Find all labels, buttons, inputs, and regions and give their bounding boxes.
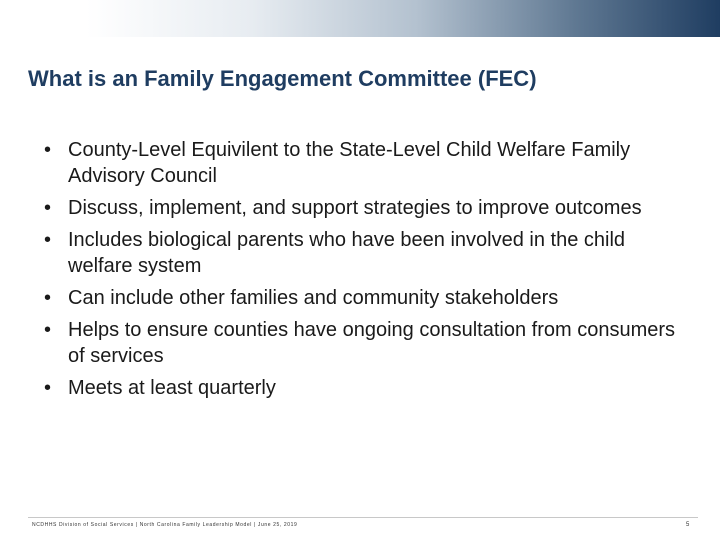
bullet-dot-icon: •: [44, 139, 52, 161]
bullet-item: [44, 137, 684, 189]
footer-text: NCDHHS Division of Social Services | North Carolina Family Leadership Model | June 25, 2019: [32, 522, 298, 528]
bullet-text: Includes biological parents who have been involved in the child welfare system: [68, 229, 626, 277]
bullet-item: [44, 227, 684, 279]
page-number: 5: [686, 522, 690, 528]
bullet-item: [44, 375, 684, 401]
footer-divider: [28, 517, 698, 518]
bullet-list: [44, 137, 684, 407]
bullet-dot-icon: •: [44, 197, 52, 219]
bullet-dot-icon: •: [44, 229, 52, 251]
bullet-dot-icon: •: [44, 287, 52, 309]
bullet-dot-icon: •: [44, 319, 52, 341]
bullet-item: [44, 317, 684, 369]
bullet-text: Helps to ensure counties have ongoing consultation from consumers of services: [68, 319, 676, 367]
bullet-text: Discuss, implement, and support strategies to improve outcomes: [68, 197, 642, 219]
bullet-text: County-Level Equivilent to the State-Level Child Welfare Family Advisory Council: [68, 139, 631, 187]
bullet-text: Can include other families and community stakeholders: [68, 287, 559, 309]
slide-title: What is an Family Engagement Committee (FEC): [28, 66, 537, 91]
bullet-item: [44, 285, 684, 311]
header-gradient-band: [0, 0, 720, 37]
bullet-dot-icon: •: [44, 377, 52, 399]
bullet-item: [44, 195, 684, 221]
bullet-text: Meets at least quarterly: [68, 377, 276, 399]
